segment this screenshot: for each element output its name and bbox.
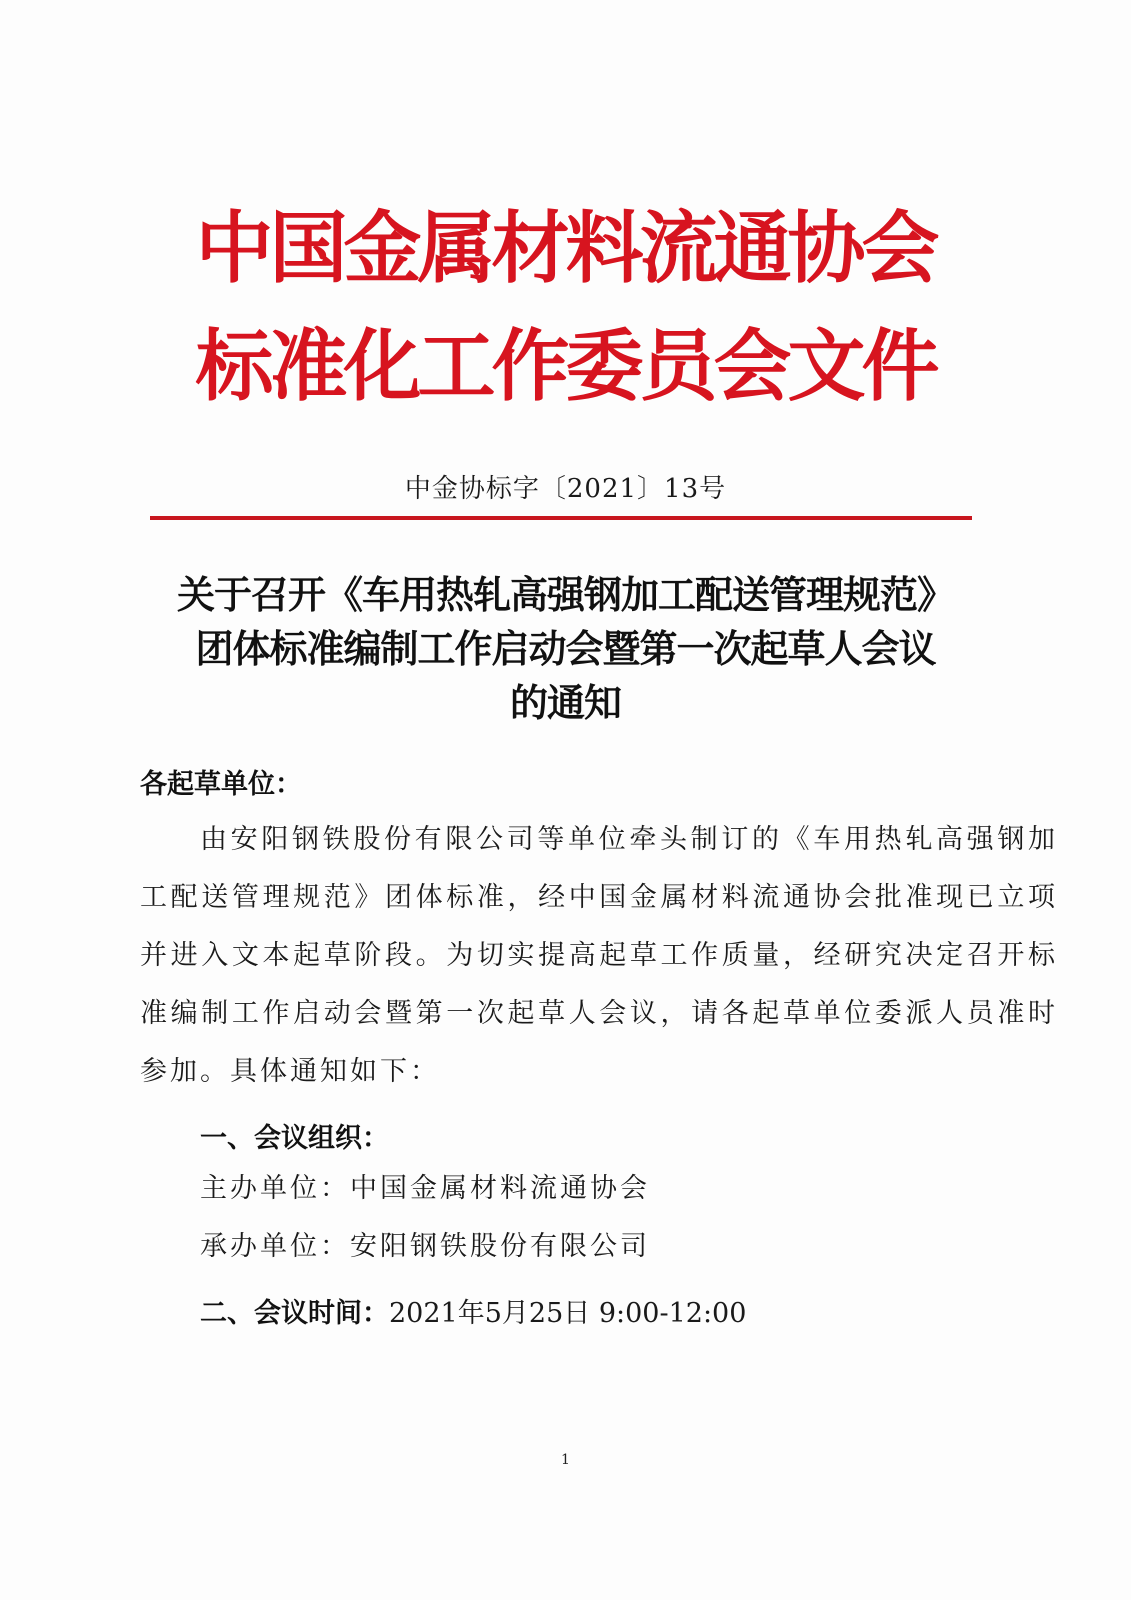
body-paragraph-line: 并进入文本起草阶段。为切实提高起草工作质量，经研究决定召开标 bbox=[140, 940, 1055, 971]
document-number: 中金协标字〔2021〕13号 bbox=[404, 474, 727, 504]
meeting-time-value: 2021年5月25日 9:00-12:00 bbox=[389, 1298, 747, 1329]
meeting-time-row bbox=[200, 1291, 746, 1330]
issuer-header-line2: 标准化工作委员会文件 bbox=[195, 322, 936, 412]
red-separator-rule bbox=[150, 516, 972, 520]
host-unit-value: 中国金属材料流通协会 bbox=[350, 1173, 650, 1204]
salutation: 各起草单位： bbox=[140, 769, 302, 800]
page-number: 1 bbox=[561, 1452, 570, 1468]
host-unit-label: 主办单位： bbox=[200, 1173, 350, 1204]
body-paragraph-line: 准编制工作启动会暨第一次起草人会议，请各起草单位委派人员准时 bbox=[140, 998, 1055, 1029]
notice-title-line3: 的通知 bbox=[509, 681, 621, 725]
body-paragraph-line: 由安阳钢铁股份有限公司等单位牵头制订的《车用热轧高强钢加 bbox=[200, 824, 1055, 855]
organizer-unit-value: 安阳钢铁股份有限公司 bbox=[350, 1231, 650, 1262]
issuer-header-line1: 中国金属材料流通协会 bbox=[195, 204, 936, 294]
body-paragraph-line: 参加。具体通知如下： bbox=[140, 1056, 440, 1087]
section-heading-time: 二、会议时间： bbox=[200, 1298, 389, 1329]
notice-title-line1: 关于召开《车用热轧高强钢加工配送管理规范》 bbox=[176, 573, 954, 617]
organizer-unit-label: 承办单位： bbox=[200, 1231, 350, 1262]
section-heading-organization: 一、会议组织： bbox=[200, 1123, 389, 1154]
organizer-unit-row bbox=[200, 1233, 650, 1260]
notice-title-line2: 团体标准编制工作启动会暨第一次起草人会议 bbox=[195, 627, 936, 671]
body-paragraph-line: 工配送管理规范》团体标准，经中国金属材料流通协会批准现已立项 bbox=[140, 882, 1055, 913]
host-unit-row bbox=[200, 1175, 650, 1202]
